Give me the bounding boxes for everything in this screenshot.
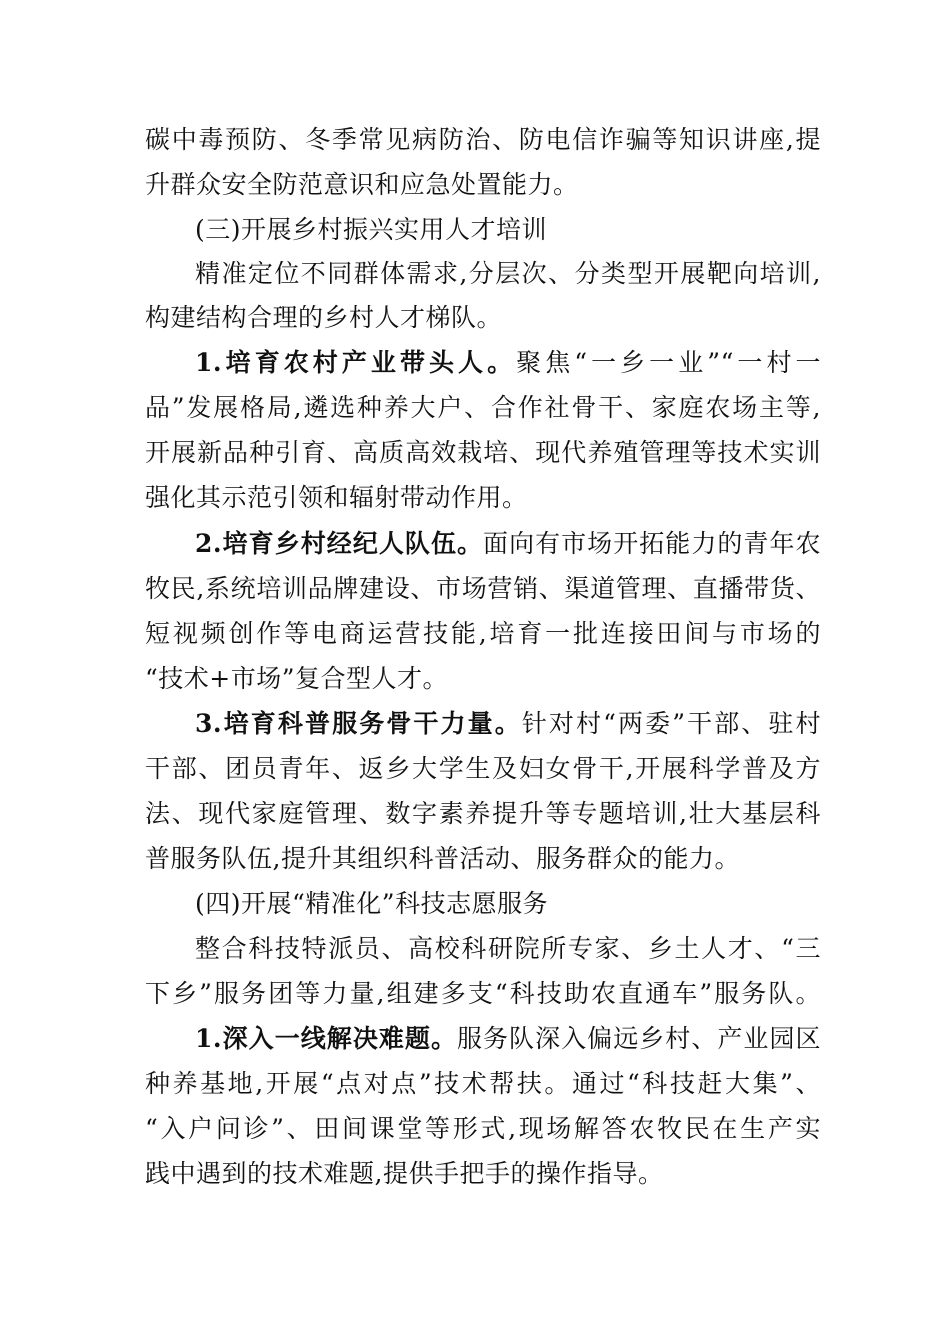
item-line: [195, 1021, 821, 1057]
section-heading: (四)开展“精准化”科技志愿服务: [195, 889, 549, 918]
item-line: [195, 345, 821, 381]
text-line: 构建结构合理的乡村人才梯队。: [145, 303, 503, 332]
item-title: 1.深入一线解决难题。: [195, 1024, 457, 1053]
text-line: 精准定位不同群体需求,分层次、分类型开展靶向培训,: [195, 259, 821, 288]
text-line: 碳中毒预防、冬季常见病防治、防电信诈骗等知识讲座,提: [145, 125, 821, 154]
item-text: 聚焦“一乡一业”“一村一: [516, 348, 821, 377]
text-line: “入户问诊”、田间课堂等形式,现场解答农牧民在生产实: [145, 1114, 821, 1143]
text-line: 短视频创作等电商运营技能,培育一批连接田间与市场的: [145, 619, 821, 648]
text-line: 种养基地,开展“点对点”技术帮扶。通过“科技赶大集”、: [145, 1069, 821, 1098]
text-line: “技术+市场”复合型人才。: [145, 664, 449, 693]
text-line: 强化其示范引领和辐射带动作用。: [145, 483, 528, 512]
text-line: 干部、团员青年、返乡大学生及妇女骨干,开展科学普及方: [145, 754, 821, 783]
item-title: 3.培育科普服务骨干力量。: [195, 709, 522, 738]
text-line: 下乡”服务团等力量,组建多支“科技助农直通车”服务队。: [145, 979, 821, 1008]
item-text: 面向有市场开拓能力的青年农: [483, 529, 821, 558]
text-line: 品”发展格局,遴选种养大户、合作社骨干、家庭农场主等,: [145, 393, 821, 422]
text-line: 践中遇到的技术难题,提供手把手的操作指导。: [145, 1159, 664, 1188]
text-line: 开展新品种引育、高质高效栽培、现代养殖管理等技术实训: [145, 438, 821, 467]
section-heading: (三)开展乡村振兴实用人才培训: [195, 215, 548, 244]
item-text: 服务队深入偏远乡村、产业园区: [456, 1024, 821, 1053]
text-line: 整合科技特派员、高校科研院所专家、乡土人才、“三: [195, 934, 821, 963]
item-title: 1.培育农村产业带头人。: [195, 348, 517, 377]
text-line: 牧民,系统培训品牌建设、市场营销、渠道管理、直播带货、: [145, 574, 821, 603]
item-line: [195, 706, 821, 742]
text-line: 普服务队伍,提升其组织科普活动、服务群众的能力。: [145, 844, 740, 873]
text-line: 升群众安全防范意识和应急处置能力。: [145, 170, 579, 199]
item-text: 针对村“两委”干部、驻村: [521, 709, 821, 738]
item-title: 2.培育乡村经纪人队伍。: [195, 529, 484, 558]
text-line: 法、现代家庭管理、数字素养提升等专题培训,壮大基层科: [145, 799, 821, 828]
item-line: [195, 526, 821, 562]
